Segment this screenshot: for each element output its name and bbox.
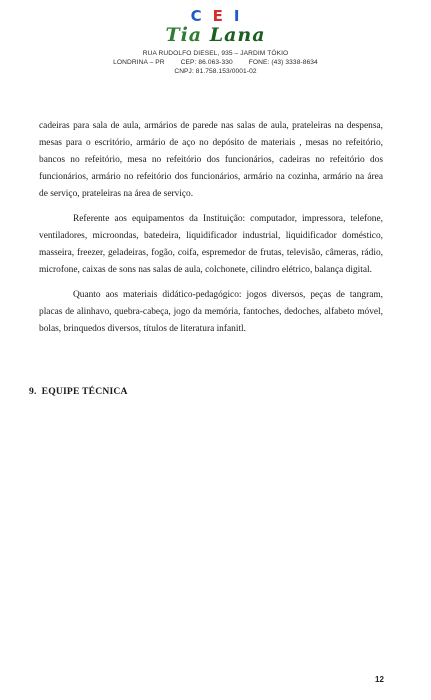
- page-number: 12: [375, 675, 384, 684]
- letterhead-address: [0, 49, 431, 76]
- paragraph-materials: Quanto aos materiais didático-pedagógico: jogos diversos, peças de tangram, placas de alinhavo, quebra-cabeça, jogo da memória, fantoches, dedoches, alfabeto móvel, bolas, brinquedos diversos, títulos de literatura infanitl.: [39, 290, 383, 334]
- body-text: [39, 118, 383, 346]
- address-phone: FONE: (43) 3338-8634: [248, 59, 318, 66]
- paragraph-equipment: Referente aos equipamentos da Instituição: computador, impressora, telefone, ventiladores, microondas, batedeira, liquidificador industrial, liquidificador doméstico, masseira, freezer, geladeiras, fogão, coifa, espremedor de frutas, televisão, câmeras, rádio, microfone, caixas de sons nas salas de aula, colchonete, cilindro elétrico, balança digital.: [39, 214, 383, 275]
- logo-letter-c: C: [190, 7, 203, 25]
- section-title: EQUIPE TÉCNICA: [41, 386, 128, 397]
- section-number: 9.: [29, 386, 37, 397]
- address-cnpj: CNPJ: 81.758.153/0001-02: [174, 68, 257, 75]
- logo-word-tia: Tia: [165, 24, 203, 46]
- address-row: [0, 58, 431, 67]
- section-heading: [29, 386, 128, 397]
- logo-cei: [0, 8, 431, 24]
- logo-letter-e: E: [212, 7, 224, 25]
- logo-tia-lana: [0, 25, 431, 46]
- letterhead: [0, 8, 431, 76]
- address-city: LONDRINA – PR: [113, 59, 165, 66]
- logo-letter-i: I: [233, 7, 241, 25]
- address-street: RUA RUDOLFO DIESEL, 935 – JARDIM TÓKIO: [142, 50, 289, 57]
- address-cep: CEP: 86.063-330: [180, 59, 233, 66]
- paragraph-furniture: cadeiras para sala de aula, armários de parede nas salas de aula, prateleiras na despensa, mesas para o escritório, armário de aço no depósito de materiais , mesas no refeitório, bancos no refeitório, mesa no refeitório dos funcionários, cadeiras no refeitório dos funcionários, armário no refeitório dos funcionários, armário na cozinha, armário na área de serviço, prateleiras na área de serviço.: [39, 121, 383, 199]
- logo-word-lana: Lana: [209, 24, 266, 46]
